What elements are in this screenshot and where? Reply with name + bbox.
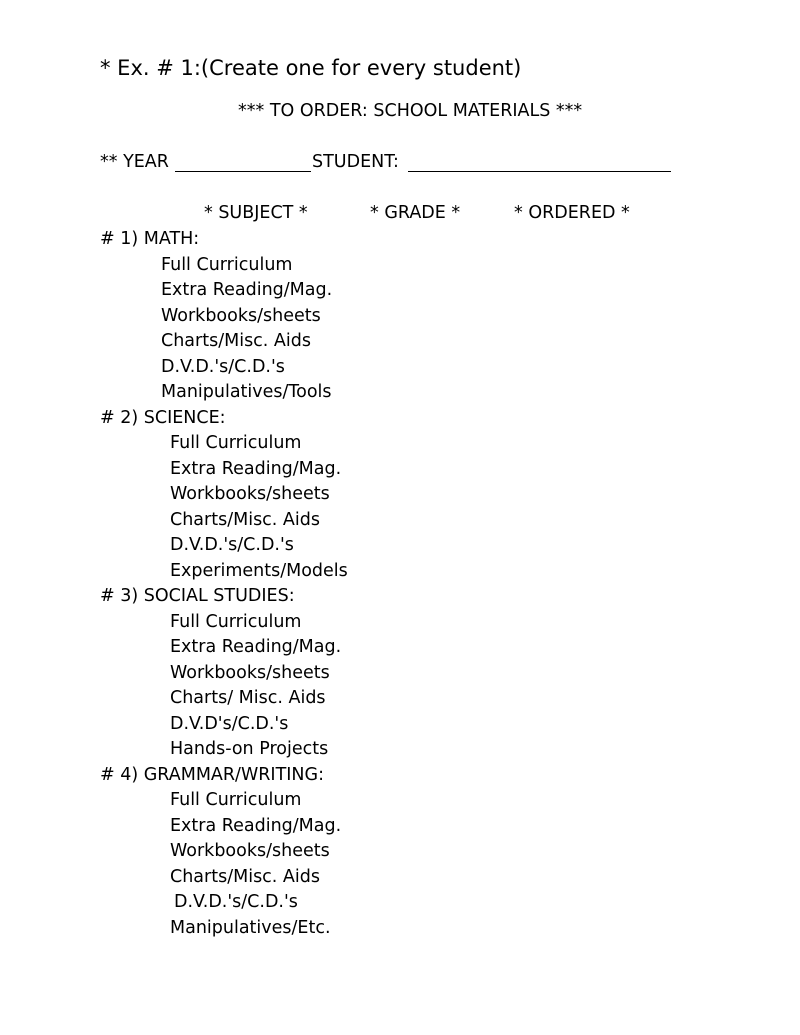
list-item: Full Curriculum (170, 433, 302, 453)
list-item: Extra Reading/Mag. (161, 280, 333, 300)
list-item: Extra Reading/Mag. (170, 459, 342, 479)
subject-title-science: # 2) SCIENCE: (100, 408, 226, 428)
list-item: Full Curriculum (170, 612, 302, 632)
list-item: Charts/Misc. Aids (170, 867, 320, 887)
list-item: Charts/Misc. Aids (170, 510, 320, 530)
subject-title-grammar-writing: # 4) GRAMMAR/WRITING: (100, 765, 324, 785)
list-item: D.V.D.'s/C.D.'s (170, 535, 294, 555)
column-header-grade: * GRADE * (370, 203, 461, 223)
list-item: Workbooks/sheets (170, 663, 330, 683)
student-blank-line[interactable] (408, 171, 671, 172)
year-label: ** YEAR (100, 152, 169, 172)
page-heading: * Ex. # 1:(Create one for every student) (100, 56, 522, 80)
list-item: D.V.D.'s/C.D.'s (174, 892, 298, 912)
list-item: Extra Reading/Mag. (170, 637, 342, 657)
list-item: D.V.D.'s/C.D.'s (161, 357, 285, 377)
subject-title-social-studies: # 3) SOCIAL STUDIES: (100, 586, 295, 606)
list-item: Workbooks/sheets (170, 484, 330, 504)
list-item: Workbooks/sheets (161, 306, 321, 326)
column-header-ordered: * ORDERED * (514, 203, 630, 223)
list-item: Charts/Misc. Aids (161, 331, 311, 351)
list-item: Full Curriculum (161, 255, 293, 275)
subject-title-math: # 1) MATH: (100, 229, 200, 249)
list-item: Manipulatives/Etc. (170, 918, 331, 938)
list-item: Manipulatives/Tools (161, 382, 332, 402)
list-item: D.V.D's/C.D.'s (170, 714, 289, 734)
list-item: Full Curriculum (170, 790, 302, 810)
year-blank-line[interactable] (175, 171, 311, 172)
list-item: Experiments/Models (170, 561, 348, 581)
student-label: STUDENT: (312, 152, 399, 172)
list-item: Charts/ Misc. Aids (170, 688, 326, 708)
list-item: Hands-on Projects (170, 739, 329, 759)
column-header-subject: * SUBJECT * (204, 203, 308, 223)
list-item: Extra Reading/Mag. (170, 816, 342, 836)
list-item: Workbooks/sheets (170, 841, 330, 861)
page-subheading: *** TO ORDER: SCHOOL MATERIALS *** (238, 101, 583, 121)
